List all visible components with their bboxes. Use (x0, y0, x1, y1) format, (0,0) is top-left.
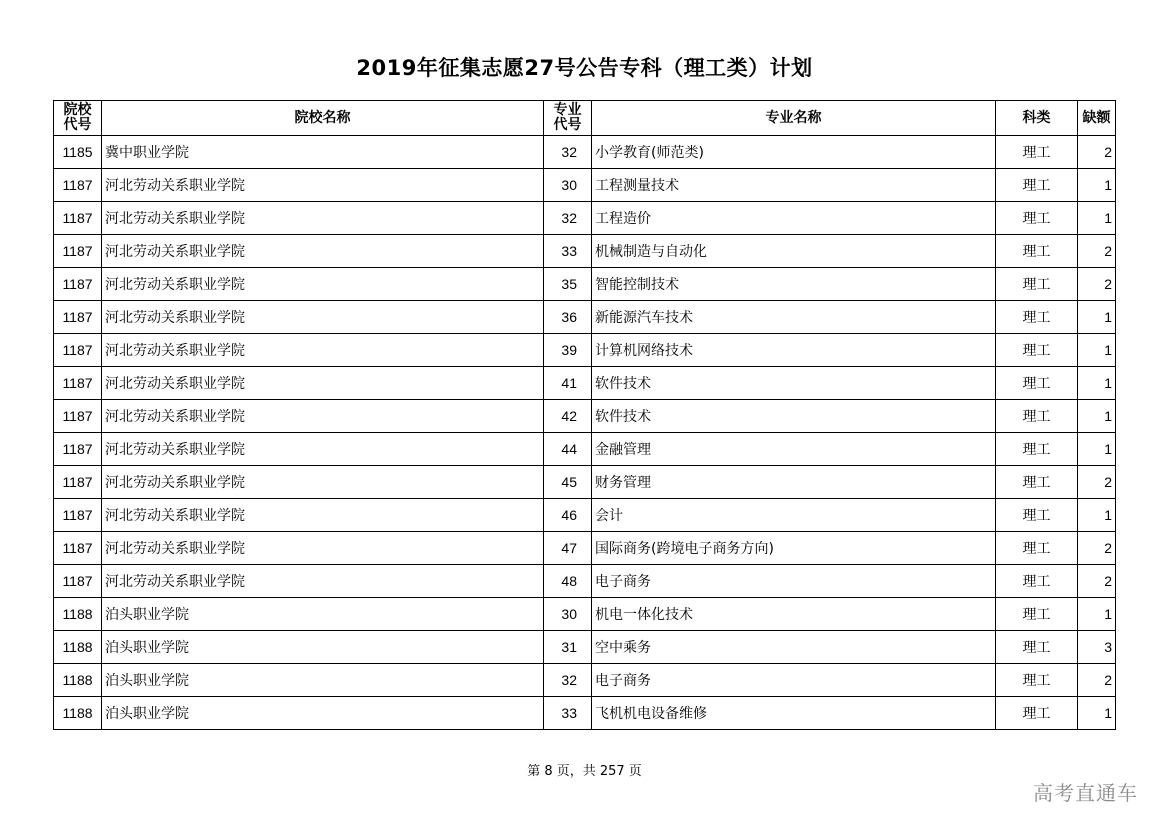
cell-major-name: 智能控制技术 (592, 268, 996, 301)
cell-major-name: 工程测量技术 (592, 169, 996, 202)
cell-category: 理工 (996, 136, 1078, 169)
cell-category: 理工 (996, 235, 1078, 268)
cell-category: 理工 (996, 301, 1078, 334)
header-category: 科类 (996, 101, 1078, 136)
table-row (54, 697, 1116, 730)
cell-school-name: 河北劳动关系职业学院 (102, 532, 544, 565)
cell-school-code: 1187 (54, 334, 102, 367)
table-row (54, 499, 1116, 532)
header-major-name: 专业名称 (592, 101, 996, 136)
cell-major-name: 机电一体化技术 (592, 598, 996, 631)
table-row (54, 400, 1116, 433)
table-body (54, 136, 1116, 730)
table-row (54, 334, 1116, 367)
cell-category: 理工 (996, 268, 1078, 301)
watermark-text: 高考直通车 (1033, 781, 1138, 805)
cell-school-code: 1187 (54, 499, 102, 532)
cell-major-name: 飞机机电设备维修 (592, 697, 996, 730)
cell-school-code: 1187 (54, 532, 102, 565)
cell-school-code: 1187 (54, 268, 102, 301)
table-row (54, 631, 1116, 664)
header-school-code: 院校代号 (54, 101, 102, 136)
cell-major-code: 46 (544, 499, 592, 532)
cell-school-code: 1187 (54, 301, 102, 334)
cell-major-code: 39 (544, 334, 592, 367)
cell-major-name: 小学教育(师范类) (592, 136, 996, 169)
cell-category: 理工 (996, 433, 1078, 466)
table-row (54, 433, 1116, 466)
cell-school-name: 河北劳动关系职业学院 (102, 334, 544, 367)
cell-vacancy: 2 (1078, 664, 1116, 697)
cell-category: 理工 (996, 565, 1078, 598)
cell-school-name: 河北劳动关系职业学院 (102, 466, 544, 499)
cell-category: 理工 (996, 334, 1078, 367)
cell-school-code: 1187 (54, 367, 102, 400)
cell-major-name: 新能源汽车技术 (592, 301, 996, 334)
page-footer: 第 8 页，共 257 页 (527, 764, 642, 779)
cell-major-name: 软件技术 (592, 400, 996, 433)
table-row (54, 235, 1116, 268)
cell-major-name: 工程造价 (592, 202, 996, 235)
cell-major-name: 会计 (592, 499, 996, 532)
cell-major-name: 电子商务 (592, 664, 996, 697)
cell-school-code: 1187 (54, 235, 102, 268)
cell-category: 理工 (996, 202, 1078, 235)
cell-school-name: 河北劳动关系职业学院 (102, 202, 544, 235)
cell-school-name: 冀中职业学院 (102, 136, 544, 169)
cell-vacancy: 1 (1078, 400, 1116, 433)
cell-vacancy: 1 (1078, 334, 1116, 367)
cell-school-name: 泊头职业学院 (102, 598, 544, 631)
header-major-code: 专业代号 (544, 101, 592, 136)
cell-school-code: 1187 (54, 169, 102, 202)
cell-vacancy: 1 (1078, 433, 1116, 466)
cell-vacancy: 1 (1078, 169, 1116, 202)
cell-major-code: 30 (544, 169, 592, 202)
cell-major-name: 软件技术 (592, 367, 996, 400)
cell-category: 理工 (996, 532, 1078, 565)
cell-major-code: 45 (544, 466, 592, 499)
cell-school-code: 1187 (54, 433, 102, 466)
cell-school-name: 河北劳动关系职业学院 (102, 235, 544, 268)
table-header-row (54, 101, 1116, 136)
cell-school-code: 1185 (54, 136, 102, 169)
cell-major-code: 35 (544, 268, 592, 301)
cell-vacancy: 2 (1078, 136, 1116, 169)
cell-vacancy: 2 (1078, 532, 1116, 565)
cell-category: 理工 (996, 697, 1078, 730)
cell-school-name: 河北劳动关系职业学院 (102, 565, 544, 598)
header-vacancy: 缺额 (1078, 101, 1116, 136)
table-row (54, 202, 1116, 235)
cell-school-code: 1188 (54, 631, 102, 664)
cell-vacancy: 1 (1078, 202, 1116, 235)
cell-category: 理工 (996, 631, 1078, 664)
table-row (54, 664, 1116, 697)
cell-major-code: 32 (544, 202, 592, 235)
table-row (54, 169, 1116, 202)
cell-school-code: 1187 (54, 466, 102, 499)
header-school-name: 院校名称 (102, 101, 544, 136)
table-row (54, 136, 1116, 169)
cell-vacancy: 2 (1078, 565, 1116, 598)
cell-school-name: 河北劳动关系职业学院 (102, 169, 544, 202)
table-row (54, 565, 1116, 598)
cell-major-code: 33 (544, 697, 592, 730)
cell-school-code: 1187 (54, 202, 102, 235)
cell-category: 理工 (996, 598, 1078, 631)
cell-major-code: 42 (544, 400, 592, 433)
cell-category: 理工 (996, 466, 1078, 499)
table-row (54, 466, 1116, 499)
cell-school-name: 泊头职业学院 (102, 664, 544, 697)
cell-school-code: 1188 (54, 598, 102, 631)
cell-vacancy: 2 (1078, 268, 1116, 301)
cell-category: 理工 (996, 499, 1078, 532)
cell-vacancy: 2 (1078, 466, 1116, 499)
cell-major-code: 32 (544, 664, 592, 697)
cell-vacancy: 1 (1078, 301, 1116, 334)
cell-school-code: 1188 (54, 697, 102, 730)
cell-major-code: 48 (544, 565, 592, 598)
cell-major-name: 电子商务 (592, 565, 996, 598)
table-row (54, 598, 1116, 631)
cell-school-name: 河北劳动关系职业学院 (102, 301, 544, 334)
cell-school-code: 1188 (54, 664, 102, 697)
cell-major-name: 空中乘务 (592, 631, 996, 664)
cell-vacancy: 1 (1078, 367, 1116, 400)
table-row (54, 367, 1116, 400)
cell-vacancy: 2 (1078, 235, 1116, 268)
cell-major-code: 32 (544, 136, 592, 169)
cell-major-name: 国际商务(跨境电子商务方向) (592, 532, 996, 565)
cell-school-name: 河北劳动关系职业学院 (102, 400, 544, 433)
cell-school-code: 1187 (54, 565, 102, 598)
cell-major-code: 36 (544, 301, 592, 334)
admission-plan-table (53, 100, 1116, 730)
cell-major-code: 44 (544, 433, 592, 466)
cell-school-name: 河北劳动关系职业学院 (102, 268, 544, 301)
cell-vacancy: 1 (1078, 697, 1116, 730)
cell-vacancy: 3 (1078, 631, 1116, 664)
cell-major-name: 财务管理 (592, 466, 996, 499)
cell-major-code: 30 (544, 598, 592, 631)
page-title: 2019年征集志愿27号公告专科（理工类）计划 (356, 56, 813, 80)
table-row (54, 532, 1116, 565)
table-row (54, 268, 1116, 301)
cell-vacancy: 1 (1078, 499, 1116, 532)
cell-school-name: 泊头职业学院 (102, 631, 544, 664)
cell-category: 理工 (996, 367, 1078, 400)
cell-major-code: 47 (544, 532, 592, 565)
cell-school-name: 河北劳动关系职业学院 (102, 499, 544, 532)
cell-school-name: 河北劳动关系职业学院 (102, 367, 544, 400)
cell-category: 理工 (996, 169, 1078, 202)
cell-school-name: 泊头职业学院 (102, 697, 544, 730)
cell-school-code: 1187 (54, 400, 102, 433)
cell-major-name: 机械制造与自动化 (592, 235, 996, 268)
cell-major-name: 计算机网络技术 (592, 334, 996, 367)
cell-vacancy: 1 (1078, 598, 1116, 631)
cell-category: 理工 (996, 400, 1078, 433)
cell-school-name: 河北劳动关系职业学院 (102, 433, 544, 466)
table-row (54, 301, 1116, 334)
cell-major-code: 41 (544, 367, 592, 400)
cell-major-name: 金融管理 (592, 433, 996, 466)
cell-major-code: 33 (544, 235, 592, 268)
cell-major-code: 31 (544, 631, 592, 664)
cell-category: 理工 (996, 664, 1078, 697)
